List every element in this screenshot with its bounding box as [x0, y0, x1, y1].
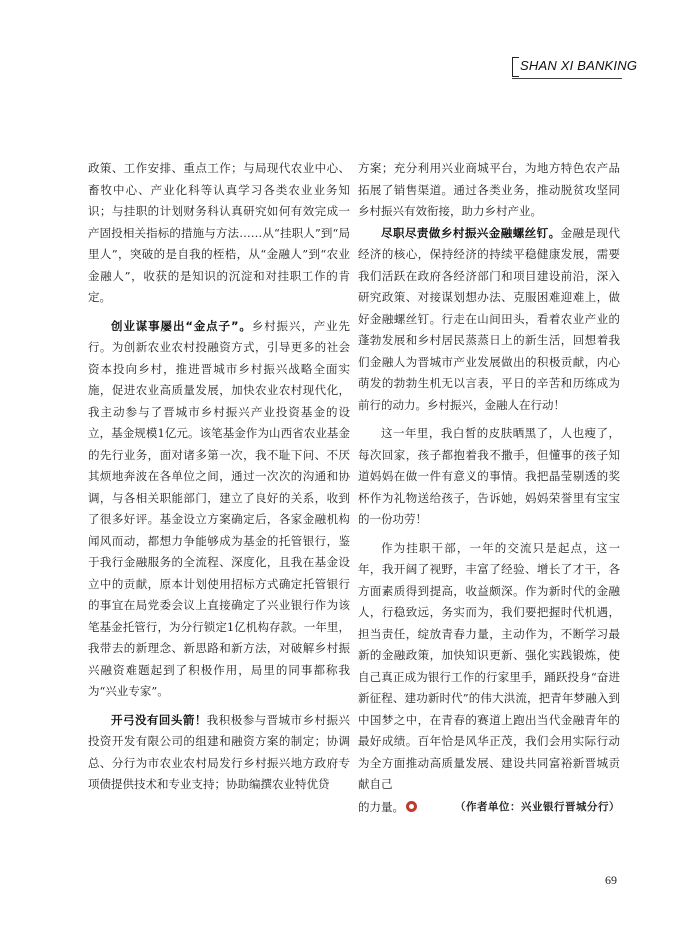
end-mark-icon: [406, 801, 417, 812]
closing-text-wrap: [358, 797, 417, 819]
masthead: [512, 57, 638, 77]
paragraph: 方案；充分利用兴业商城平台，为地方特色农产品拓展了销售渠道。通过各类业务，推动脱贫攻坚同乡村振兴有效衔接，助力乡村产业。: [358, 161, 620, 218]
paragraph: 作为挂职干部，一年的交流只是起点，这一年，我开阔了视野，丰富了经验、增长了才干，各方面素质得到提高，收益颇深。作为新时代的金融人，行稳致远，务实而为，我们要把握时代机遇，担当责任，绽放青春力量，主动作为，不断学习最新的金融政策，加快知识更新、强化实践锻炼，使自己真正成为银行工作的行家里手，踊跃投身“奋进新征程、建功新时代”的伟大洪流，把青年梦融入到中国梦之中，在青春的赛道上跑出当代金融青年的最好成绩。百年恰是风华正茂，我们会用实际行动为全方面推动高质量发展、建设共同富裕新晋城贡献自己: [358, 540, 620, 791]
paragraph: 这一年里，我白皙的皮肤晒黑了，人也瘦了，每次回家，孩子都抱着我不撒手，但懂事的孩子知道妈妈在做一件有意义的事情。我把晶莹剔透的奖杯作为礼物送给孩子，告诉她，妈妈荣誉里有宝宝的一份功劳！: [358, 426, 620, 526]
page-number: 69: [605, 873, 617, 887]
masthead-bracket: [512, 57, 519, 77]
paragraph-text: 乡村振兴，产业先行。为创新农业农村投融资方式，引导更多的社会资本投向乡村，推进晋城市乡村振兴战略全面实施，促进农业高质量发展，加快农业农村现代化，我主动参与了晋城市乡村振兴产业投资基金的设立，基金规模1亿元。该笔基金作为山西省农业基金的先行业务，面对诸多第一次，我不耻下问、不厌其烦地奔波在各单位之间，通过一次次的沟通和协调，与各相关职能部门，建立了良好的关系，收到了很多好评。基金设立方案确定后，各家金融机构闻风而动，都想力争能够成为基金的托管银行，鉴于我行金融服务的全流程、深度化，且我在基金设立中的贡献，原本计划使用招标方式确定托管银行的事宜在局党委会议上直接确定了兴业银行作为该笔基金托管行，为分行锁定1亿机构存款。一年里，我带去的新理念、新思路和新方法，对破解乡村振兴融资难题起到了积极作用，局里的同事都称我为“兴业专家”。: [88, 318, 350, 698]
section-heading: 尽职尽责做乡村振兴金融螺丝钉。: [381, 225, 561, 240]
closing-line: [358, 797, 620, 819]
section-heading: 创业谋事屡出“金点子”。: [111, 318, 252, 333]
author-byline: （作者单位：兴业银行晋城分行）: [455, 800, 620, 813]
left-column: [88, 158, 350, 796]
paragraph: [88, 316, 350, 703]
paragraph: [88, 710, 350, 796]
section-heading: 开弓没有回头箭！: [111, 712, 207, 727]
paragraph: 政策、工作安排、重点工作；与局现代农业中心、畜牧中心、产业化科等认真学习各类农业业务知识；与挂职的计划财务科认真研究如何有效完成一产固投相关指标的措施与方法……从“挂职人”到“局里人”，突破的是自我的桎梏，从“金融人”到“农业金融人”，收获的是知识的沉淀和对挂职工作的肯定。: [88, 161, 350, 304]
right-column: [358, 158, 620, 818]
paragraph: [358, 223, 620, 417]
paragraph-text: 金融是现代经济的核心，保持经济的持续平稳健康发展，需要我们活跃在政府各经济部门和项目建设前沿，深入研究政策、对接谋划想办法、克服困难迎难上，做好金融螺丝钉。行走在山间田头，看着农业产业的蓬勃发展和乡村居民蒸蒸日上的新生活，回想着我们金融人为晋城市产业发展做出的积极贡献，内心萌发的勃勃生机无以言表，平日的辛苦和历练成为前行的动力。乡村振兴，金融人在行动！: [358, 225, 621, 412]
masthead-label: SHAN XI BANKING: [520, 58, 638, 73]
closing-text: 的力量。: [358, 799, 404, 814]
masthead-rule: [512, 78, 622, 79]
paragraph-text: 我积极参与晋城市乡村振兴投资开发有限公司的组建和融资方案的制定；协调总、分行为市农业农村局发行乡村振兴地方政府专项债提供技术和专业支持；协助编撰农业特优贷: [88, 712, 351, 791]
